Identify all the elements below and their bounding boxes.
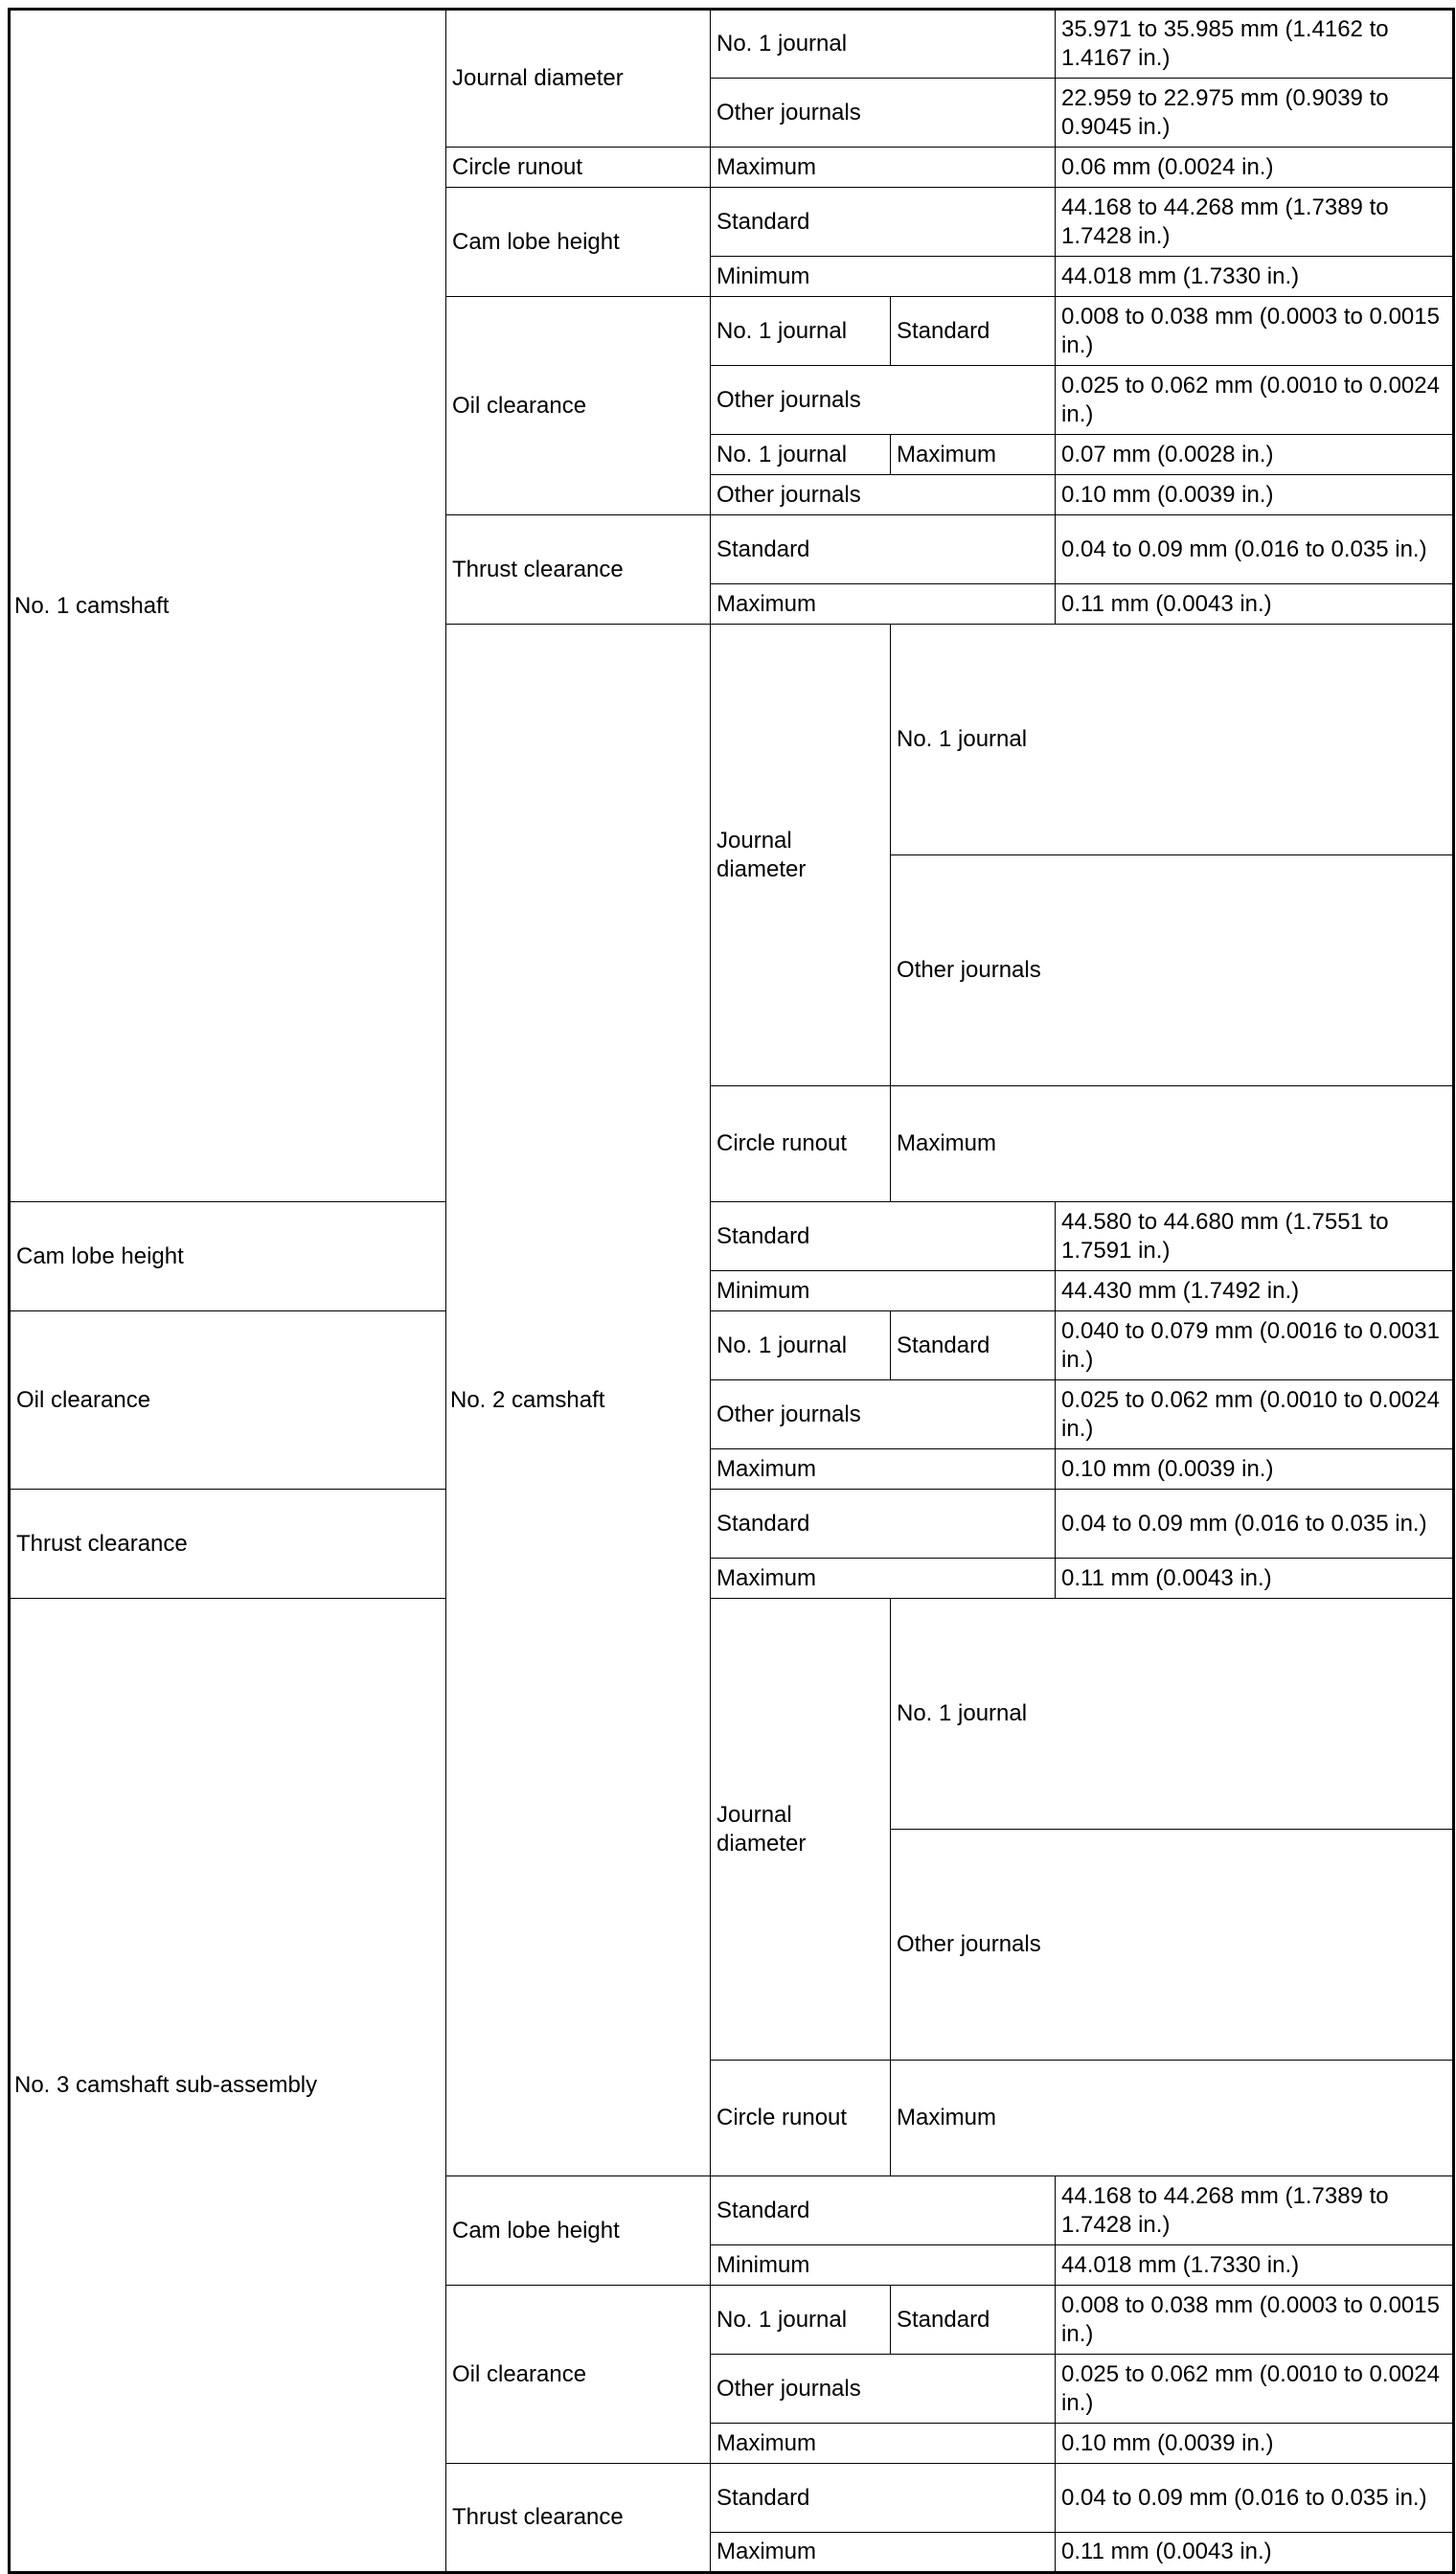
spec-value: 0.04 to 0.09 mm (0.016 to 0.035 in.): [1056, 1490, 1454, 1559]
condition-label: Other journals: [711, 79, 1056, 148]
item-label: Journal diameter: [711, 625, 891, 1086]
item-label: Cam lobe height: [446, 188, 711, 297]
condition-label: Standard: [711, 1490, 1056, 1559]
condition-label: Minimum: [711, 257, 1056, 297]
condition-label: Standard: [711, 188, 1056, 257]
spec-value: 0.07 mm (0.0028 in.): [1056, 435, 1454, 475]
journal-label: No. 1 journal: [711, 1311, 891, 1380]
item-label: Thrust clearance: [10, 1490, 446, 1599]
spec-value: 44.018 mm (1.7330 in.): [1056, 257, 1454, 297]
spec-value: 0.025 to 0.062 mm (0.0010 to 0.0024 in.): [1056, 1380, 1454, 1449]
spec-value: 0.04 to 0.09 mm (0.016 to 0.035 in.): [1056, 2464, 1454, 2533]
spec-value: 44.430 mm (1.7492 in.): [1056, 1271, 1454, 1311]
spec-value: 22.959 to 22.975 mm (0.9039 to 0.9045 in.): [1056, 79, 1454, 148]
camshaft-name: No. 3 camshaft sub-assembly: [10, 1599, 446, 2573]
spec-value: 44.580 to 44.680 mm (1.7551 to 1.7591 in.): [1056, 1202, 1454, 1271]
condition-label: Maximum: [711, 584, 1056, 625]
condition-label: Maximum: [711, 148, 1056, 188]
condition-label: Maximum: [891, 1086, 1454, 1202]
table-row: [10, 1490, 1454, 1559]
spec-value: 0.11 mm (0.0043 in.): [1056, 584, 1454, 625]
table-row: [10, 10, 1454, 79]
table-row: [10, 1599, 1454, 1830]
spec-value: 44.168 to 44.268 mm (1.7389 to 1.7428 in.): [1056, 2176, 1454, 2245]
spec-value: 0.06 mm (0.0024 in.): [1056, 148, 1454, 188]
camshaft-name: No. 2 camshaft: [446, 625, 711, 2176]
item-label: Journal diameter: [446, 10, 711, 148]
spec-value: 0.10 mm (0.0039 in.): [1056, 475, 1454, 515]
condition-label: Maximum: [711, 1449, 1056, 1490]
condition-label: Standard: [711, 515, 1056, 584]
table-row: [10, 1202, 1454, 1271]
item-label: Cam lobe height: [10, 1202, 446, 1311]
condition-label: Minimum: [711, 2245, 1056, 2286]
camshaft-name: No. 1 camshaft: [10, 10, 446, 1202]
spec-value: 0.025 to 0.062 mm (0.0010 to 0.0024 in.): [1056, 366, 1454, 435]
spec-value: 0.008 to 0.038 mm (0.0003 to 0.0015 in.): [1056, 297, 1454, 366]
condition-label: Minimum: [711, 1271, 1056, 1311]
condition-label: Maximum: [711, 2424, 1056, 2464]
item-label: Journal diameter: [711, 1599, 891, 2061]
journal-label: No. 1 journal: [711, 435, 891, 475]
item-label: Oil clearance: [446, 297, 711, 515]
condition-label: Maximum: [711, 1559, 1056, 1599]
spec-value: 0.10 mm (0.0039 in.): [1056, 1449, 1454, 1490]
condition-label: Standard: [711, 1202, 1056, 1271]
condition-label: No. 1 journal: [891, 1599, 1454, 1830]
condition-label: Maximum: [891, 2061, 1454, 2176]
camshaft-spec-table: [8, 8, 1455, 2574]
condition-label: No. 1 journal: [711, 10, 1056, 79]
item-label: Circle runout: [711, 2061, 891, 2176]
spec-value: 44.168 to 44.268 mm (1.7389 to 1.7428 in.): [1056, 188, 1454, 257]
journal-label: Other journals: [711, 1380, 1056, 1449]
condition-label: Standard: [711, 2176, 1056, 2245]
spec-value: 0.040 to 0.079 mm (0.0016 to 0.0031 in.): [1056, 1311, 1454, 1380]
journal-label: No. 1 journal: [711, 297, 891, 366]
condition-label: Standard: [891, 1311, 1056, 1380]
spec-value: 0.025 to 0.062 mm (0.0010 to 0.0024 in.): [1056, 2355, 1454, 2424]
journal-label: Other journals: [711, 2355, 1056, 2424]
condition-label: Standard: [891, 2286, 1056, 2355]
condition-label: Maximum: [711, 2533, 1056, 2573]
item-label: Circle runout: [711, 1086, 891, 1202]
spec-value: 0.04 to 0.09 mm (0.016 to 0.035 in.): [1056, 515, 1454, 584]
journal-label: No. 1 journal: [711, 2286, 891, 2355]
journal-label: Other journals: [711, 366, 1056, 435]
journal-label: Other journals: [711, 475, 1056, 515]
condition-label: Other journals: [891, 855, 1454, 1086]
item-label: Oil clearance: [10, 1311, 446, 1490]
item-label: Thrust clearance: [446, 515, 711, 625]
table-row: [10, 1311, 1454, 1380]
item-label: Circle runout: [446, 148, 711, 188]
item-label: Oil clearance: [446, 2286, 711, 2464]
item-label: Cam lobe height: [446, 2176, 711, 2286]
spec-value: 44.018 mm (1.7330 in.): [1056, 2245, 1454, 2286]
spec-value: 0.008 to 0.038 mm (0.0003 to 0.0015 in.): [1056, 2286, 1454, 2355]
spec-value: 0.10 mm (0.0039 in.): [1056, 2424, 1454, 2464]
condition-label: Maximum: [891, 435, 1056, 475]
condition-label: Standard: [711, 2464, 1056, 2533]
spec-value: 35.971 to 35.985 mm (1.4162 to 1.4167 in.): [1056, 10, 1454, 79]
item-label: Thrust clearance: [446, 2464, 711, 2573]
condition-label: No. 1 journal: [891, 625, 1454, 855]
condition-label: Standard: [891, 297, 1056, 366]
condition-label: Other journals: [891, 1830, 1454, 2061]
spec-value: 0.11 mm (0.0043 in.): [1056, 2533, 1454, 2573]
spec-value: 0.11 mm (0.0043 in.): [1056, 1559, 1454, 1599]
